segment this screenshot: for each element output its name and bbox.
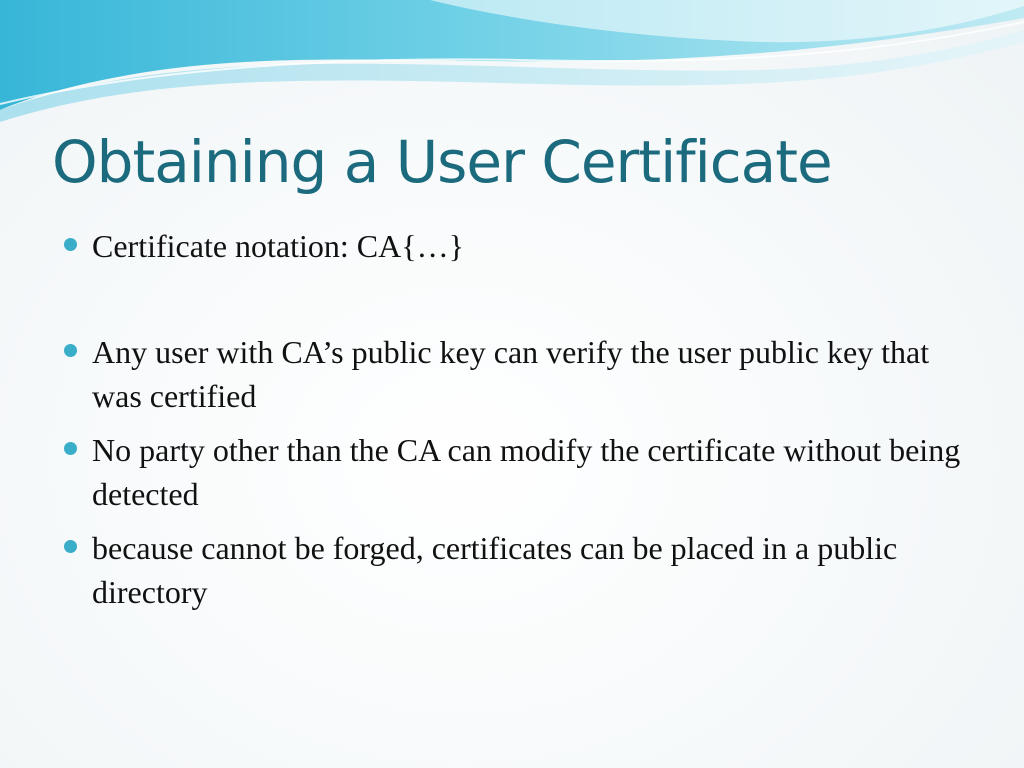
bullet-text: because cannot be forged, certificates can be placed in a public directory [92,530,898,610]
bullet-text: Certificate notation: CA{…} [92,228,464,264]
bullet-item [62,224,982,268]
bullet-dot-icon [64,344,77,357]
slide-title: Obtaining a User Certificate [52,128,832,196]
bullet-list [62,224,982,624]
bullet-text: Any user with CA’s public key can verify the user public key that was certified [92,334,930,414]
bullet-text: No party other than the CA can modify the certificate without being detected [92,432,961,512]
bullet-item [62,526,982,614]
decorative-wave-header [0,0,1024,130]
bullet-dot-icon [64,442,77,455]
bullet-dot-icon [64,540,77,553]
bullet-item [62,428,982,516]
bullet-dot-icon [64,238,77,251]
bullet-item [62,330,982,418]
